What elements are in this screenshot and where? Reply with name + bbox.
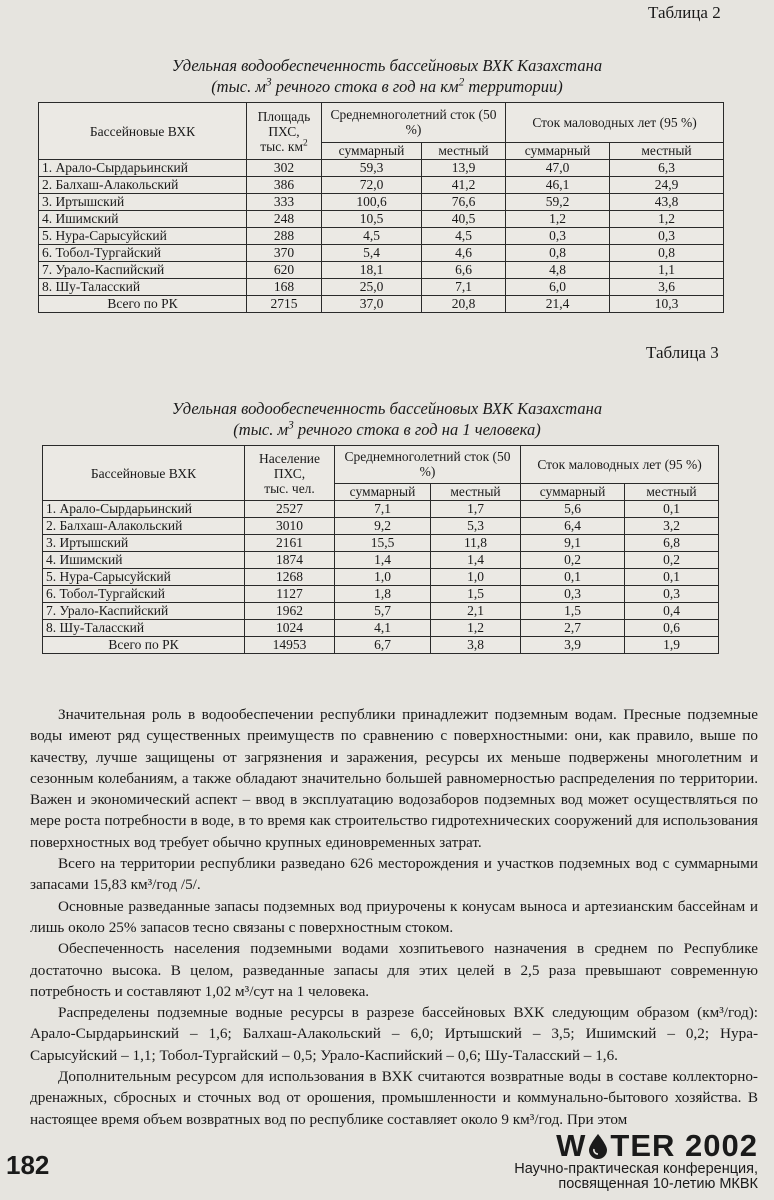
row-basin-name: 1. Арало-Сырдарьинский (39, 160, 247, 177)
header-line: Площадь (257, 108, 311, 124)
table-row (39, 211, 724, 228)
table-cell: 2715 (247, 296, 322, 313)
table-cell: 25,0 (322, 279, 422, 296)
paragraph: Дополнительным ресурсом для использования в ВХК считаются возвратные воды в составе коллекторно-дренажных, сбросных и сточных вод от орошения, промышленности и коммунально-бытового хозяйства. В настоящее время объем возвратных вод по республике составляет около 9 км³/год. При этом (30, 1068, 758, 1128)
row-basin-name: 8. Шу-Таласский (39, 279, 247, 296)
col-header-lowwater: Сток маловодных лет (95 %) (521, 446, 719, 484)
table-cell: 3,2 (625, 518, 719, 535)
col-header-longterm: Среднемноголетний сток (50 %) (335, 446, 521, 484)
subheader-total: суммарный (521, 483, 625, 500)
table-cell: 0,2 (625, 552, 719, 569)
header-sup: 2 (303, 138, 308, 148)
table-cell: 18,1 (322, 262, 422, 279)
table-cell: 14953 (245, 637, 335, 654)
table3-title-line1: Удельная водообеспеченность бассейновых ВХК Казахстана (171, 399, 603, 418)
table-row (39, 177, 724, 194)
subheader-total: суммарный (322, 142, 422, 159)
table-cell: 46,1 (506, 177, 610, 194)
table2-label: Таблица 2 (648, 3, 721, 22)
table-cell: 333 (247, 194, 322, 211)
table-cell: 24,9 (610, 177, 724, 194)
table-cell: 0,4 (625, 603, 719, 620)
row-basin-name: 1. Арало-Сырдарьинский (43, 501, 245, 518)
table-cell: 5,6 (521, 501, 625, 518)
header-line: ПХС, (268, 123, 300, 139)
row-basin-name: 6. Тобол-Тургайский (39, 245, 247, 262)
table3-body (43, 501, 719, 654)
table3-title-line2 (0, 419, 774, 440)
table-cell: 248 (247, 211, 322, 228)
col-header-population (245, 446, 335, 501)
header-line: тыс. чел. (264, 480, 315, 496)
table-row (39, 194, 724, 211)
table-cell: 302 (247, 160, 322, 177)
body-text (30, 704, 758, 1130)
subheader-local: местный (610, 142, 724, 159)
table-row (39, 245, 724, 262)
table-cell: 0,8 (506, 245, 610, 262)
paragraph: Всего на территории республики разведано 626 месторождения и участков подземных вод с суммарными запасами 15,83 км³/год /5/. (30, 855, 758, 894)
table-cell: 370 (247, 245, 322, 262)
col-header-lowwater: Сток маловодных лет (95 %) (506, 103, 724, 143)
row-basin-name: 6. Тобол-Тургайский (43, 586, 245, 603)
title-sup: 2 (458, 76, 465, 89)
subheader-local: местный (431, 483, 521, 500)
row-basin-name: 3. Иртышский (39, 194, 247, 211)
header-line: ПХС, (273, 465, 306, 481)
table-cell: 41,2 (422, 177, 506, 194)
page-number: 182 (6, 1150, 50, 1180)
table-cell: 0,1 (625, 569, 719, 586)
table-row (39, 262, 724, 279)
table-row (43, 637, 719, 654)
table-cell: 6,6 (422, 262, 506, 279)
table-row (43, 535, 719, 552)
subheader-local: местный (422, 142, 506, 159)
table-row (43, 620, 719, 637)
table-cell: 1,1 (610, 262, 724, 279)
table-cell: 47,0 (506, 160, 610, 177)
table-row (43, 603, 719, 620)
table-cell: 1268 (245, 569, 335, 586)
row-basin-name: 2. Балхаш-Алакольский (43, 518, 245, 535)
table-cell: 5,4 (322, 245, 422, 262)
table-cell: 4,5 (422, 228, 506, 245)
table-cell: 0,1 (521, 569, 625, 586)
table-cell: 59,2 (506, 194, 610, 211)
title-part: речного стока в год на км (271, 77, 459, 96)
subheader-total: суммарный (335, 483, 431, 500)
table-cell: 1962 (245, 603, 335, 620)
paragraph: Обеспеченность населения подземными водами хозпитьевого назначения в среднем по Республике достаточно высока. В целом, разведанные запасы для этих целей в 2,5 раза превышают современную потребность и составляют 1,02 м³/сут на 1 человека. (30, 940, 758, 1000)
table-row (39, 279, 724, 296)
subheader-local: местный (625, 483, 719, 500)
table-cell: 1,2 (610, 211, 724, 228)
col-header-basin: Бассейновые ВХК (39, 103, 247, 160)
table-cell: 5,7 (335, 603, 431, 620)
table-cell: 10,3 (610, 296, 724, 313)
row-basin-name: 2. Балхаш-Алакольский (39, 177, 247, 194)
table-cell: 620 (247, 262, 322, 279)
title-part: (тыс. м (211, 77, 266, 96)
table-cell: 0,3 (521, 586, 625, 603)
table-cell: 386 (247, 177, 322, 194)
row-basin-name: Всего по РК (39, 296, 247, 313)
table-row (39, 296, 724, 313)
water-drop-icon (587, 1133, 609, 1159)
table-cell: 1,9 (625, 637, 719, 654)
table-cell: 21,4 (506, 296, 610, 313)
header-part: тыс. км (260, 138, 304, 154)
header-line (250, 139, 318, 154)
table-cell: 59,3 (322, 160, 422, 177)
subheader-total: суммарный (506, 142, 610, 159)
logo-text: TER 2002 (610, 1128, 758, 1163)
row-basin-name: 5. Нура-Сарысуйский (39, 228, 247, 245)
table2-title (0, 55, 774, 97)
table-row (43, 501, 719, 518)
table-cell: 7,1 (422, 279, 506, 296)
row-basin-name: 7. Урало-Каспийский (39, 262, 247, 279)
table2-title-line1: Удельная водообеспеченность бассейновых ВХК Казахстана (171, 56, 603, 75)
row-basin-name: Всего по РК (43, 637, 245, 654)
title-part: речного стока в год на 1 человека) (293, 420, 541, 439)
table-cell: 1,2 (506, 211, 610, 228)
table-cell: 100,6 (322, 194, 422, 211)
table-cell: 1,5 (521, 603, 625, 620)
title-sup: 3 (288, 419, 294, 432)
table-cell: 0,6 (625, 620, 719, 637)
table-cell: 11,8 (431, 535, 521, 552)
table-cell: 4,8 (506, 262, 610, 279)
logo-subtitle-1: Научно-практическая конференция, (514, 1161, 758, 1177)
table-cell: 288 (247, 228, 322, 245)
table-cell: 168 (247, 279, 322, 296)
table-cell: 1,0 (335, 569, 431, 586)
table-cell: 72,0 (322, 177, 422, 194)
table-cell: 4,5 (322, 228, 422, 245)
row-basin-name: 8. Шу-Таласский (43, 620, 245, 637)
table-cell: 9,1 (521, 535, 625, 552)
table-row (43, 586, 719, 603)
table-cell: 3,8 (431, 637, 521, 654)
logo-subtitle-2: посвященная 10-летию МКВК (558, 1176, 758, 1192)
table-cell: 1,5 (431, 586, 521, 603)
table-cell: 2161 (245, 535, 335, 552)
table-cell: 9,2 (335, 518, 431, 535)
table-cell: 1,0 (431, 569, 521, 586)
table-cell: 6,7 (335, 637, 431, 654)
paragraph: Распределены подземные водные ресурсы в разрезе бассейновых ВХК следующим образом (км³/год): Арало-Сырдарьинский – 1,6; Балхаш-Алакольский – 6,0; Иртышский – 3,5; Ишимский – 0,2; Нура-Сарысуйский – 1,1; Тобол-Тургайский – 0,5; Урало-Каспийский – 0,6; Шу-Таласский – 1,6. (30, 1004, 758, 1064)
table-cell: 0,3 (610, 228, 724, 245)
logo-text: W (556, 1128, 587, 1163)
table-cell: 15,5 (335, 535, 431, 552)
table-cell: 7,1 (335, 501, 431, 518)
table2-title-line2 (0, 76, 774, 97)
table-cell: 1,4 (335, 552, 431, 569)
table-cell: 3,6 (610, 279, 724, 296)
table-cell: 6,0 (506, 279, 610, 296)
table-cell: 1,7 (431, 501, 521, 518)
table-cell: 1,4 (431, 552, 521, 569)
table-cell: 4,1 (335, 620, 431, 637)
table3 (42, 445, 719, 654)
table-row (43, 518, 719, 535)
table-cell: 0,3 (625, 586, 719, 603)
logo-brand (514, 1130, 758, 1162)
title-sup: 3 (265, 76, 272, 89)
table2-body (39, 160, 724, 313)
table-cell: 4,6 (422, 245, 506, 262)
table-cell: 0,2 (521, 552, 625, 569)
table-row (39, 228, 724, 245)
table-cell: 0,8 (610, 245, 724, 262)
table3-title (0, 398, 774, 440)
table-cell: 1024 (245, 620, 335, 637)
title-part: территории) (464, 77, 563, 96)
table-cell: 0,1 (625, 501, 719, 518)
header-line: Население (258, 450, 321, 466)
table-cell: 3,9 (521, 637, 625, 654)
table-cell: 13,9 (422, 160, 506, 177)
table-cell: 1127 (245, 586, 335, 603)
table-row (43, 552, 719, 569)
col-header-longterm: Среднемноголетний сток (50 %) (322, 103, 506, 143)
row-basin-name: 5. Нура-Сарысуйский (43, 569, 245, 586)
table-cell: 37,0 (322, 296, 422, 313)
table2 (38, 102, 724, 313)
table-cell: 6,3 (610, 160, 724, 177)
table-cell: 1,8 (335, 586, 431, 603)
table-cell: 0,3 (506, 228, 610, 245)
paragraph: Значительная роль в водообеспечении республики принадлежит подземным водам. Пресные подземные воды имеют ряд существенных преимуществ по сравнению с поверхностными: они, как правило, выше по качеству, лучше защищены от загрязнения и заражения, ресурсы их меньше подвержены многолетним и сезонным колебаниям, а также обладают значительно большей равномерностью распределения по территории. Важен и экономический аспект – ввод в эксплуатацию водозаборов подземных вод может осуществляться по мере роста потребности в воде, в то время как строительство гидротехнических сооружений для использования поверхностных вод требует обычно крупных единовременных затрат. (30, 706, 758, 851)
table-cell: 6,8 (625, 535, 719, 552)
paragraph: Основные разведанные запасы подземных вод приурочены к конусам выноса и артезианским бассейнам и лишь около 25% запасов тесно связаны с поверхностным стоком. (30, 897, 758, 936)
row-basin-name: 4. Ишимский (43, 552, 245, 569)
conference-logo (514, 1130, 758, 1192)
table-row (39, 160, 724, 177)
row-basin-name: 7. Урало-Каспийский (43, 603, 245, 620)
table-cell: 1874 (245, 552, 335, 569)
table-row (43, 569, 719, 586)
table-cell: 76,6 (422, 194, 506, 211)
row-basin-name: 3. Иртышский (43, 535, 245, 552)
table-cell: 10,5 (322, 211, 422, 228)
table3-label: Таблица 3 (646, 343, 719, 362)
col-header-area (247, 103, 322, 160)
row-basin-name: 4. Ишимский (39, 211, 247, 228)
table-cell: 43,8 (610, 194, 724, 211)
table-cell: 5,3 (431, 518, 521, 535)
table-cell: 20,8 (422, 296, 506, 313)
title-part: (тыс. м (233, 420, 288, 439)
table-cell: 2527 (245, 501, 335, 518)
table-cell: 2,1 (431, 603, 521, 620)
table-cell: 40,5 (422, 211, 506, 228)
table-cell: 6,4 (521, 518, 625, 535)
table-cell: 3010 (245, 518, 335, 535)
col-header-basin: Бассейновые ВХК (43, 446, 245, 501)
table-cell: 1,2 (431, 620, 521, 637)
table-cell: 2,7 (521, 620, 625, 637)
